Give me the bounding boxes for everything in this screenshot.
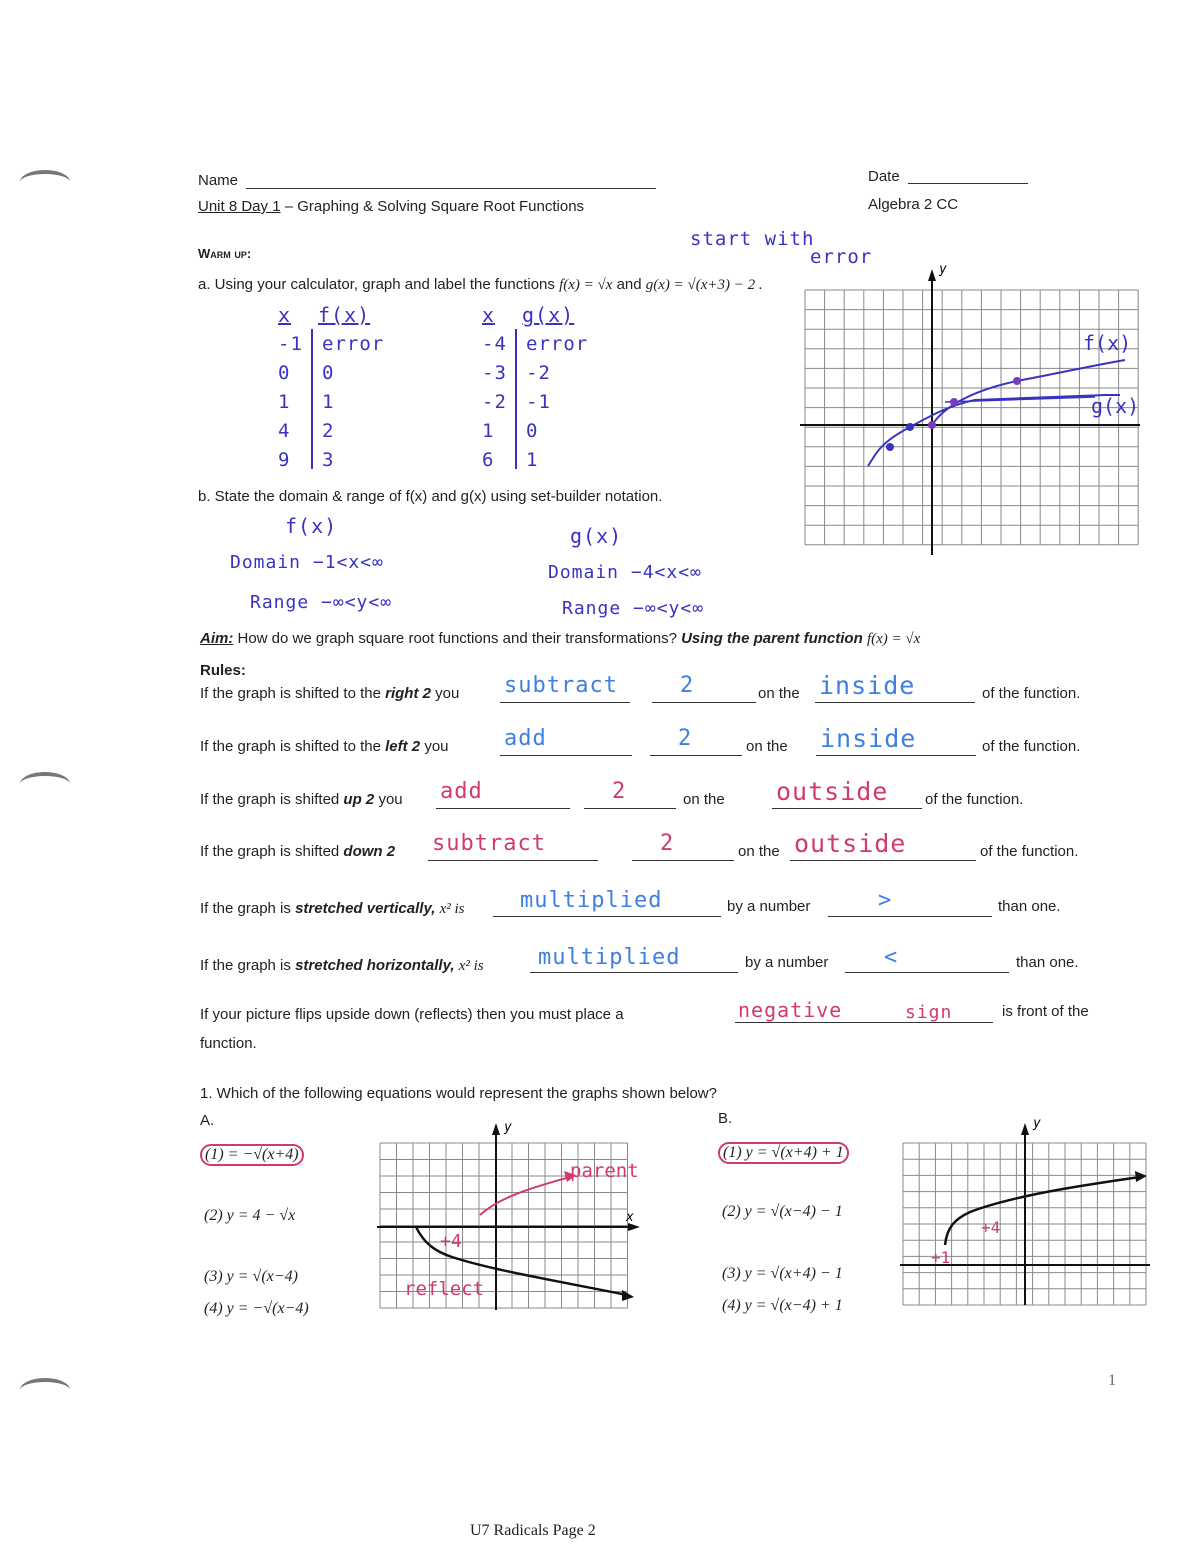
table-cell-y: 0 <box>526 420 539 442</box>
answer-blank[interactable] <box>500 702 630 703</box>
answer-blank[interactable] <box>652 702 756 703</box>
rule-you: you <box>378 791 403 808</box>
aim-formula: f(x) = √x <box>866 631 921 647</box>
rule-prefix: If the graph is <box>200 900 291 917</box>
answer-location: outside <box>776 777 889 806</box>
table-cell-y: 1 <box>526 449 539 471</box>
x-axis-label: x <box>626 1210 634 1225</box>
binder-hole <box>20 1378 70 1402</box>
answer-amount: 2 <box>678 726 693 751</box>
warmup-graph <box>795 255 1155 565</box>
answer-operation: add <box>440 779 483 804</box>
aim-bold: Using the parent function <box>676 630 863 647</box>
answer-location: outside <box>794 829 907 858</box>
rule-prefix: If the graph is <box>200 957 291 974</box>
table-cell-x: -4 <box>482 333 507 355</box>
part-a-prompt <box>198 276 763 294</box>
rule-prefix: If the graph is shifted <box>200 791 340 808</box>
answer-negative: negative <box>738 998 843 1022</box>
answer-option[interactable]: (4) y = √(x−4) + 1 <box>722 1297 843 1314</box>
answer-blank[interactable] <box>735 1022 993 1023</box>
table-cell-x: 9 <box>278 449 291 471</box>
y-axis-arrow <box>492 1123 500 1135</box>
rule-emphasis: up 2 <box>343 791 375 808</box>
table-cell-y: -2 <box>526 362 551 384</box>
rule-suffix: of the function. <box>982 738 1081 755</box>
answer-blank[interactable] <box>632 860 734 861</box>
rule-text <box>200 791 403 808</box>
answer-amount: 2 <box>612 779 627 804</box>
f-point <box>950 398 958 406</box>
rule-suffix: than one. <box>998 898 1061 915</box>
binder-hole <box>20 772 70 796</box>
answer-option[interactable]: (3) y = √(x−4) <box>204 1268 298 1285</box>
rule-stretch-horizontal <box>200 957 484 975</box>
answer-greater: > <box>878 888 893 913</box>
note-start-with: start with <box>690 228 815 250</box>
table-cell-x: -3 <box>482 362 507 384</box>
g-curve-label: g(x) <box>1091 394 1140 418</box>
g-point <box>886 443 894 451</box>
name-field[interactable] <box>246 188 656 189</box>
table-cell-x: 1 <box>278 391 291 413</box>
rule-emphasis: stretched horizontally, <box>295 957 455 974</box>
page-footer: U7 Radicals Page 2 <box>470 1522 596 1539</box>
course-label: Algebra 2 CC <box>868 196 959 213</box>
question-1-prompt: 1. Which of the following equations would represent the graphs shown below? <box>200 1085 717 1102</box>
answer-location: inside <box>820 724 917 753</box>
rule-reflect-line2: function. <box>200 1035 257 1052</box>
rule-you: you <box>424 738 449 755</box>
table-cell-y: 3 <box>322 449 335 471</box>
rule-emphasis: left 2 <box>385 738 421 755</box>
rule-on-the: on the <box>738 843 780 860</box>
answer-amount: 2 <box>680 673 695 698</box>
binder-hole <box>20 170 70 194</box>
y-axis-arrow <box>1021 1123 1029 1135</box>
answer-sign: sign <box>905 1002 953 1023</box>
graph-a <box>372 1115 672 1325</box>
f-curve-label: f(x) <box>1083 331 1132 355</box>
f-point <box>1013 377 1021 385</box>
curve-b-arrow <box>1135 1171 1147 1182</box>
g-range: Range −∞<y<∞ <box>562 598 705 619</box>
answer-blank[interactable] <box>790 860 976 861</box>
part-b-prompt: b. State the domain & range of f(x) and g(x) using set-builder notation. <box>198 488 663 505</box>
part-a-text: a. Using your calculator, graph and label the functions <box>198 276 555 293</box>
answer-blank[interactable] <box>828 916 992 917</box>
f-point <box>928 421 936 429</box>
g-domain: Domain −4<x<∞ <box>548 562 702 583</box>
page-title <box>198 198 584 215</box>
answer-option[interactable]: (4) y = −√(x−4) <box>204 1300 309 1317</box>
rule-suffix: of the function. <box>980 843 1079 860</box>
title-rest: – Graphing & Solving Square Root Functions <box>280 198 585 215</box>
annotation-shift: +4 <box>440 1231 462 1252</box>
rules-heading: Rules: <box>200 662 246 679</box>
table-header-x: x <box>482 303 496 327</box>
f-heading: f(x) <box>285 514 338 538</box>
rule-on-the: on the <box>758 685 800 702</box>
answer-blank[interactable] <box>845 972 1009 973</box>
and-word: and <box>616 276 642 293</box>
table-divider <box>515 329 517 469</box>
part-a-label: A. <box>200 1112 215 1129</box>
rule-on-the: on the <box>683 791 725 808</box>
answer-option[interactable]: (2) y = 4 − √x <box>204 1207 296 1224</box>
answer-blank[interactable] <box>772 808 922 809</box>
annotation-up: +1 <box>931 1248 951 1267</box>
table-cell-x: 6 <box>482 449 495 471</box>
table-cell-y: 1 <box>322 391 335 413</box>
y-axis-label: y <box>939 262 947 277</box>
rule-emphasis: down 2 <box>343 843 396 860</box>
date-field[interactable] <box>908 183 1028 184</box>
y-axis-label: y <box>1033 1116 1041 1131</box>
warmup-heading: Warm up: <box>198 246 252 261</box>
answer-blank[interactable] <box>428 860 598 861</box>
rule-emphasis: stretched vertically, <box>295 900 436 917</box>
answer-less: < <box>884 945 899 970</box>
answer-blank[interactable] <box>436 808 570 809</box>
corner-number: 1 <box>1108 1372 1116 1389</box>
g-point <box>906 423 914 431</box>
aim-label: Aim: <box>200 630 234 647</box>
rule-suffix: of the function. <box>982 685 1081 702</box>
graph-b <box>895 1115 1165 1315</box>
answer-option[interactable]: (3) y = √(x+4) − 1 <box>722 1265 843 1282</box>
answer-blank[interactable] <box>815 702 975 703</box>
f-range: Range −∞<y<∞ <box>250 592 393 613</box>
answer-multiplied: multiplied <box>520 888 663 913</box>
curve-b <box>945 1177 1140 1245</box>
answer-blank[interactable] <box>493 916 721 917</box>
answer-blank[interactable] <box>650 755 742 756</box>
answer-blank[interactable] <box>530 972 738 973</box>
annotation-reflect: reflect <box>404 1278 485 1300</box>
answer-multiplied: multiplied <box>538 945 681 970</box>
table-cell-y: 2 <box>322 420 335 442</box>
g-curve <box>868 395 1120 466</box>
unit-label: Unit 8 Day 1 <box>198 198 281 215</box>
table-cell-x: 1 <box>482 420 495 442</box>
rule-suffix: of the function. <box>925 791 1024 808</box>
answer-option[interactable]: (1) y = √(x+4) + 1 <box>718 1142 849 1164</box>
annotation-parent: parent <box>570 1160 639 1182</box>
graph-grid <box>805 290 1138 545</box>
rule-text <box>200 738 449 755</box>
table-cell-x: 0 <box>278 362 291 384</box>
rule-prefix: If the graph is shifted <box>200 843 340 860</box>
rule-x2: x² is <box>439 901 465 917</box>
y-axis-label: y <box>504 1120 512 1135</box>
rule-text <box>200 843 395 860</box>
answer-operation: subtract <box>432 831 546 856</box>
note-error: error <box>810 246 873 268</box>
answer-amount: 2 <box>660 831 675 856</box>
rule-by-number: by a number <box>745 954 829 971</box>
f-domain: Domain −1<x<∞ <box>230 552 384 573</box>
answer-location: inside <box>819 671 916 700</box>
table-cell-y: error <box>526 333 589 355</box>
rule-on-the: on the <box>746 738 788 755</box>
table-cell-y: -1 <box>526 391 551 413</box>
rule-by-number: by a number <box>727 898 811 915</box>
y-axis-arrow <box>928 269 936 281</box>
rule-emphasis: right 2 <box>385 685 431 702</box>
table-cell-x: -1 <box>278 333 303 355</box>
g-definition: g(x) = √(x+3) − 2 . <box>645 277 763 293</box>
g-heading: g(x) <box>570 524 623 548</box>
answer-blank[interactable] <box>816 755 976 756</box>
table-cell-x: 4 <box>278 420 291 442</box>
answer-operation: subtract <box>504 673 618 698</box>
annotation-left: +4 <box>981 1218 1001 1237</box>
table-cell-x: -2 <box>482 391 507 413</box>
aim-line <box>200 630 920 648</box>
rule-stretch-vertical <box>200 900 465 918</box>
date-label: Date <box>868 168 900 185</box>
table-header-x: x <box>278 303 292 327</box>
name-label: Name <box>198 172 239 189</box>
answer-operation: add <box>504 726 547 751</box>
table-cell-y: 0 <box>322 362 335 384</box>
answer-blank[interactable] <box>500 755 632 756</box>
f-definition: f(x) = √x <box>559 277 613 293</box>
rule-suffix: is front of the <box>1002 1003 1089 1020</box>
aim-text: How do we graph square root functions and their transformations? <box>233 630 677 647</box>
table-cell-y: error <box>322 333 385 355</box>
answer-option[interactable]: (1) = −√(x+4) <box>200 1144 304 1166</box>
answer-blank[interactable] <box>584 808 676 809</box>
rule-prefix: If the graph is shifted to the <box>200 738 381 755</box>
table-header-y: g(x) <box>522 303 575 327</box>
rule-text <box>200 685 459 702</box>
part-b-label: B. <box>718 1110 733 1127</box>
rule-you: you <box>435 685 460 702</box>
rule-prefix: If the graph is shifted to the <box>200 685 381 702</box>
rule-reflect: If your picture flips upside down (reflects) then you must place a <box>200 1006 624 1023</box>
table-header-y: f(x) <box>318 303 371 327</box>
rule-suffix: than one. <box>1016 954 1079 971</box>
table-divider <box>311 329 313 469</box>
rule-x2: x² is <box>458 958 484 974</box>
answer-option[interactable]: (2) y = √(x−4) − 1 <box>722 1203 843 1220</box>
